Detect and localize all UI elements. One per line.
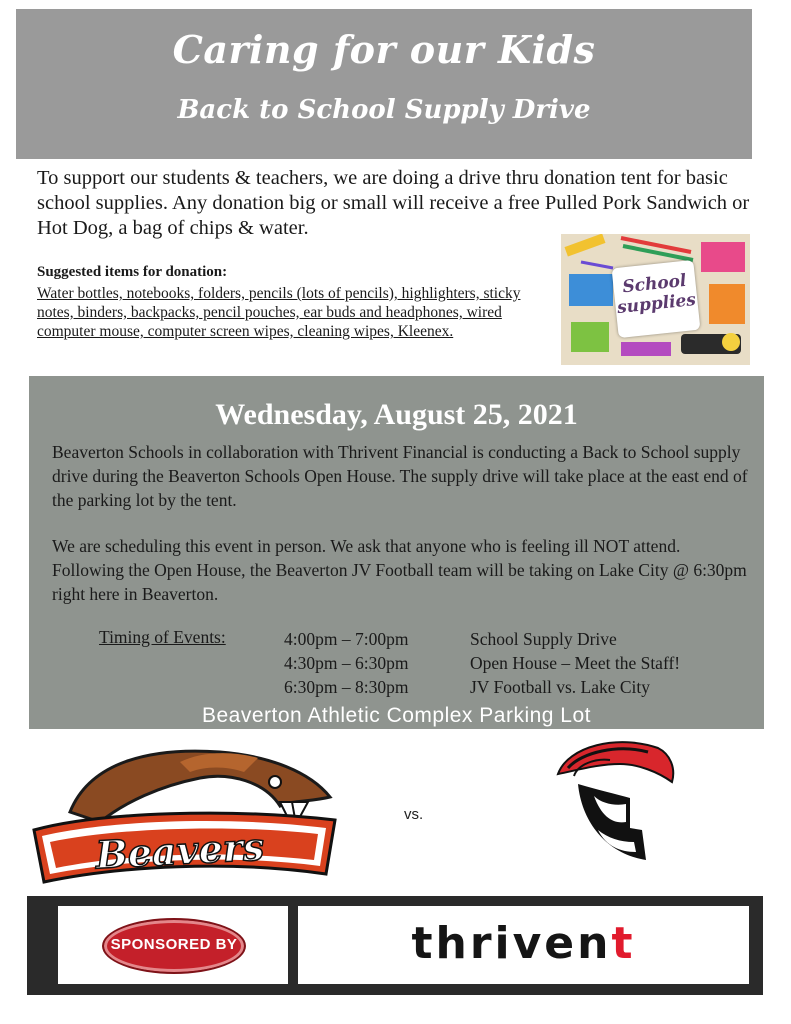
schedule-event: JV Football vs. Lake City xyxy=(470,677,651,697)
event-description: Beaverton Schools in collaboration with Thrivent Financial is conducting a Back to School supply drive during the Beaverton Schools Open House. The supply drive will take place at the east end of the parking lot by the tent. xyxy=(52,442,748,510)
header-banner xyxy=(16,9,752,159)
thrivent-logo-main: thriven xyxy=(411,918,612,969)
thrivent-logo xyxy=(298,918,749,969)
vs-label: vs. xyxy=(404,806,424,823)
school-supplies-image xyxy=(561,234,750,365)
schedule-time: 4:00pm – 7:00pm xyxy=(284,629,409,649)
sponsored-by-badge xyxy=(102,918,246,974)
page-title: Caring for our Kids xyxy=(172,27,596,72)
event-panel xyxy=(29,376,764,729)
spartan-helmet-icon xyxy=(538,734,678,866)
schedule-time: 4:30pm – 6:30pm xyxy=(284,653,409,673)
timing-label: Timing of Events: xyxy=(99,627,226,647)
schedule-row xyxy=(284,675,650,699)
supplies-card-text: School supplies xyxy=(616,270,697,319)
sponsored-by-box xyxy=(58,906,288,984)
sponsor-bar xyxy=(27,896,763,995)
suggested-heading: Suggested items for donation: xyxy=(37,264,228,280)
schedule-time: 6:30pm – 8:30pm xyxy=(284,677,409,697)
event-location: Beaverton Athletic Complex Parking Lot xyxy=(201,704,592,727)
beavers-logo-text: Beavers xyxy=(94,823,266,878)
schedule-event: School Supply Drive xyxy=(470,629,617,649)
event-notice: We are scheduling this event in person. We ask that anyone who is feeling ill NOT attend. Following the Open House, the Beaverton JV Football team will be taking on Lake City @ 6:30pm right here in Beaverton. xyxy=(52,536,747,604)
schedule-event: Open House – Meet the Staff! xyxy=(470,653,681,673)
supplies-card xyxy=(612,260,701,338)
sponsor-logo-box xyxy=(298,906,749,984)
sponsored-by-text: SPONSORED BY xyxy=(110,936,238,953)
schedule-row xyxy=(284,651,680,675)
event-date: Wednesday, August 25, 2021 xyxy=(215,398,578,431)
suggested-items: Water bottles, notebooks, folders, pencils (lots of pencils), highlighters, sticky notes, binders, backpacks, pencil pouches, ear buds and headphones, wired computer mouse, computer screen wipes, cleaning wipes, Kleenex. xyxy=(37,285,521,340)
beaver-mascot-icon xyxy=(30,742,340,887)
spartan-logo xyxy=(538,734,678,866)
beavers-logo xyxy=(30,742,340,887)
page-subtitle: Back to School Supply Drive xyxy=(177,95,591,125)
schedule-row xyxy=(284,627,617,651)
intro-text: To support our students & teachers, we are doing a drive thru donation tent for basic school supplies. Any donation big or small will receive a free Pulled Pork Sandwich or Hot Dog, a bag of chips & water. xyxy=(37,167,750,239)
thrivent-logo-accent: t xyxy=(611,918,636,969)
